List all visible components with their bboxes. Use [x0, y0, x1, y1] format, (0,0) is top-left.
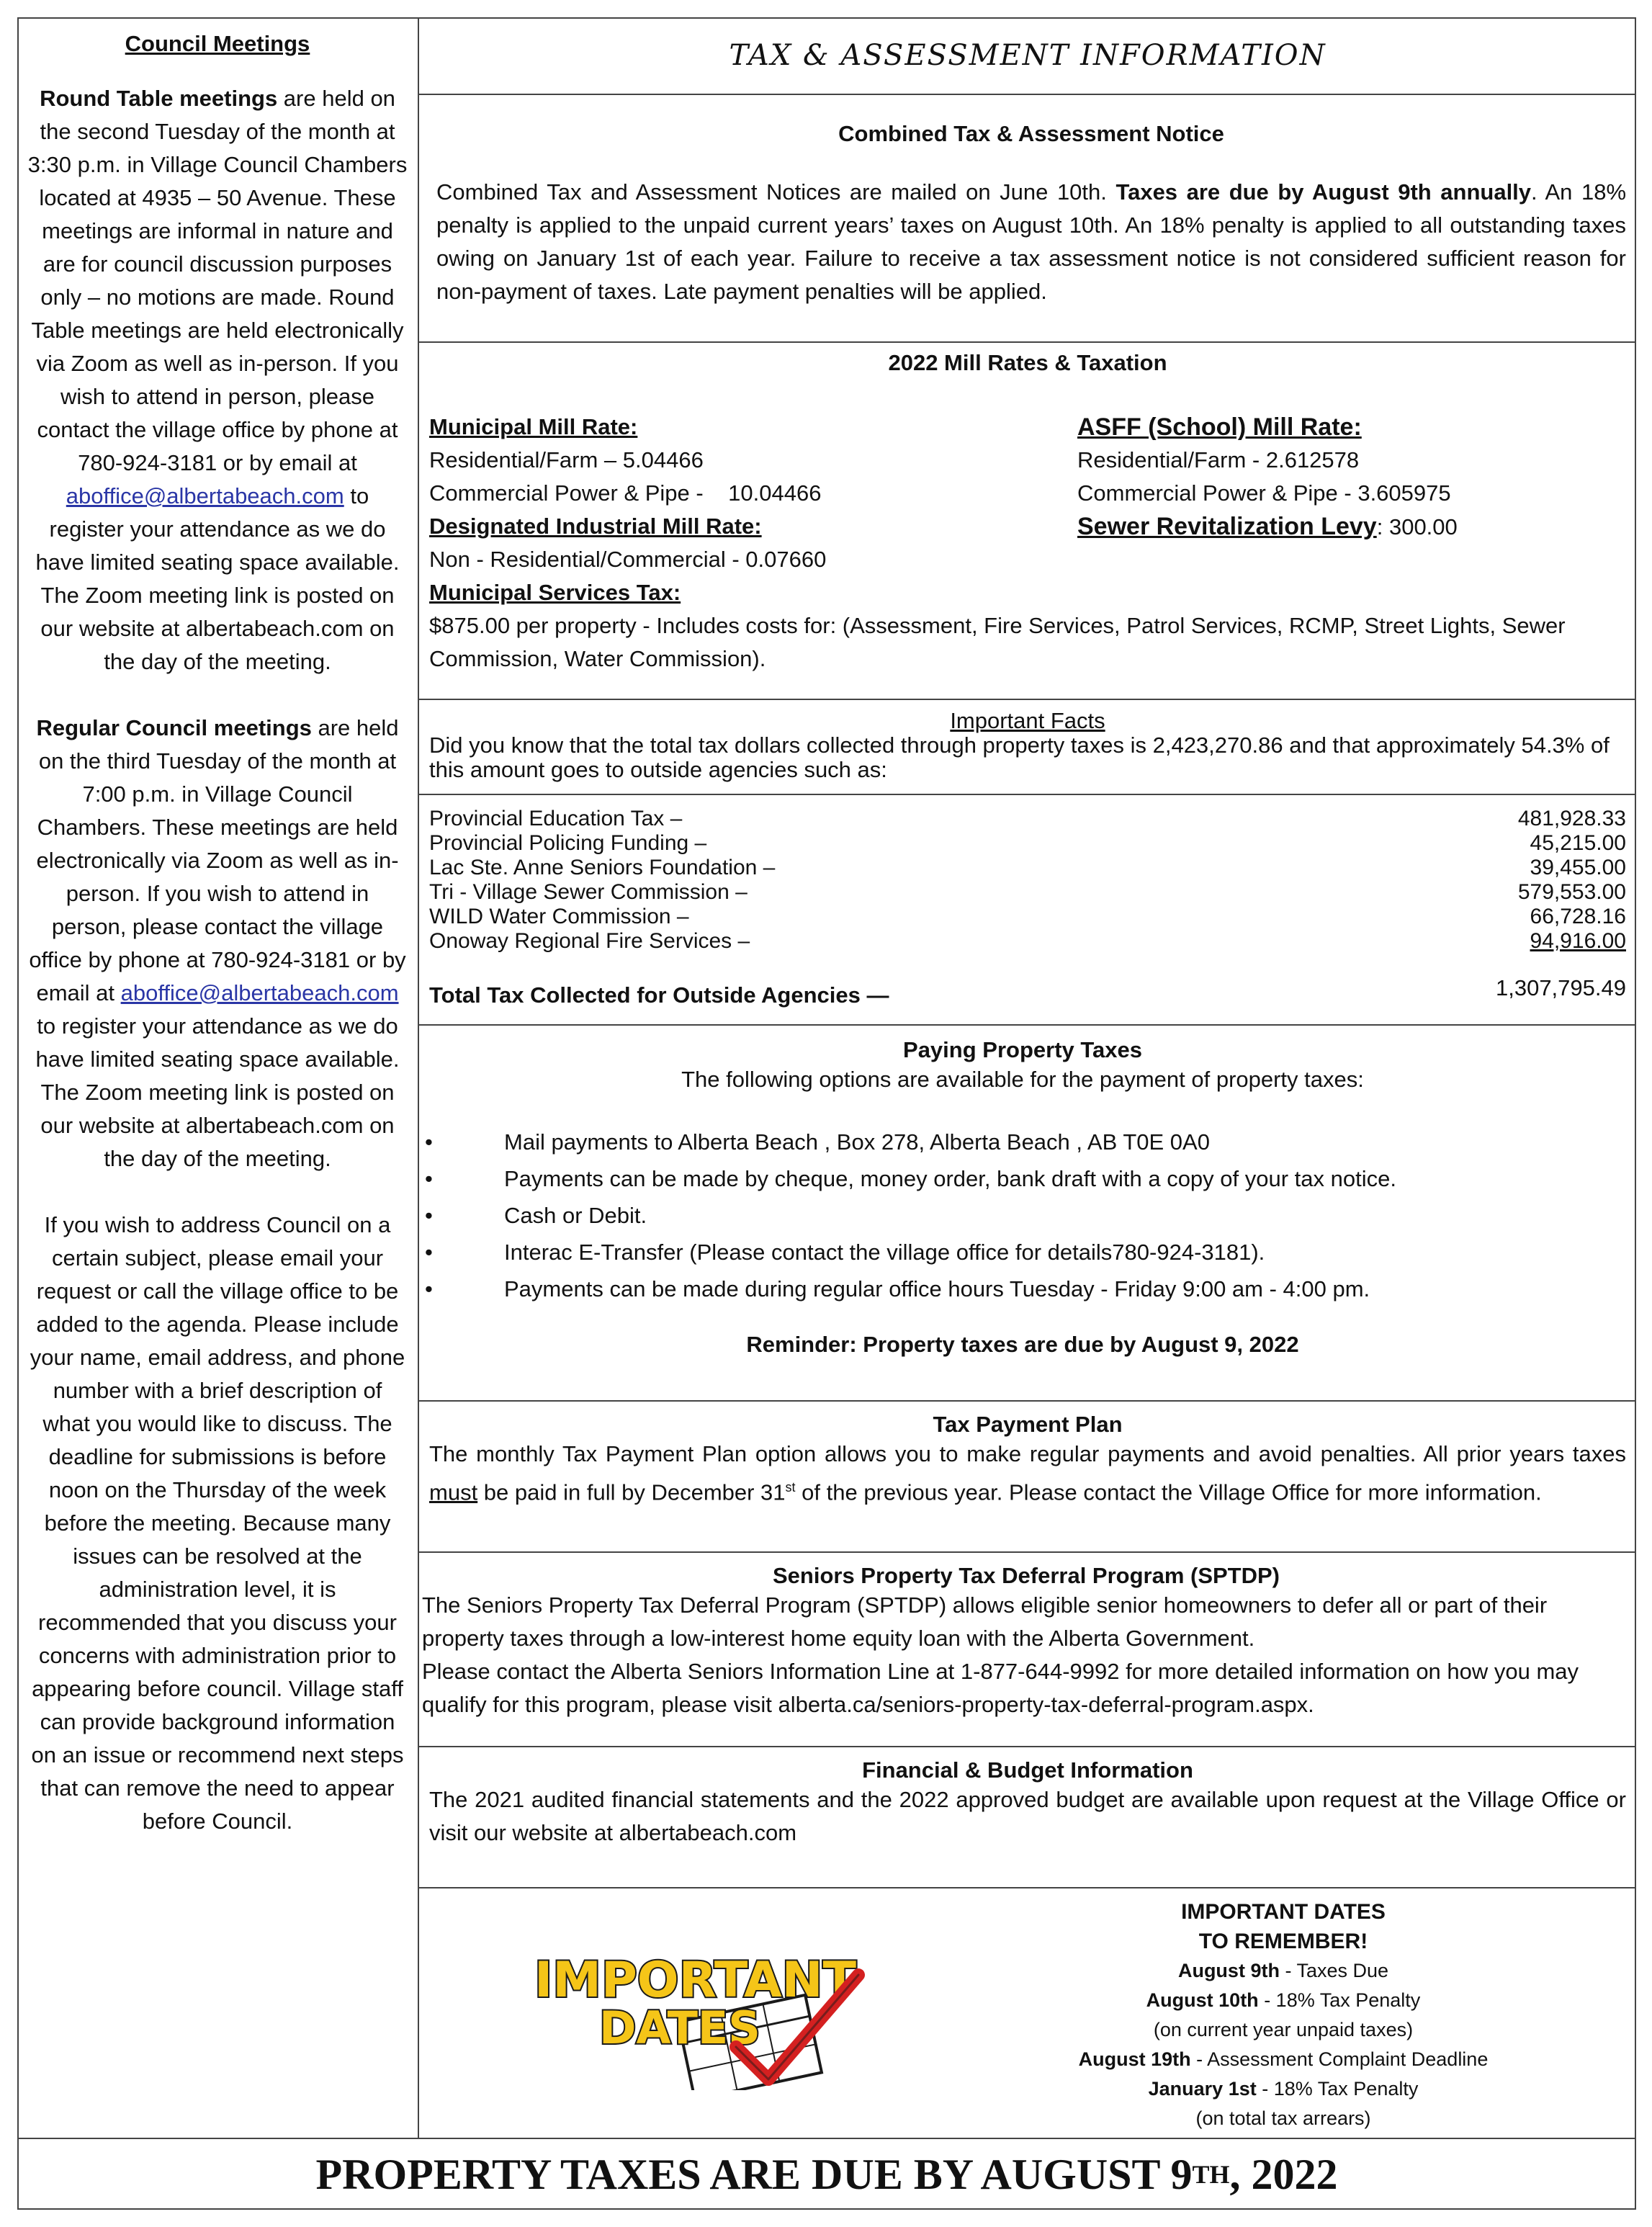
designated-industrial-value: Non - Residential/Commercial - 0.07660	[429, 547, 827, 572]
tax-assessment-title: TAX & ASSESSMENT INFORMATION	[419, 17, 1636, 95]
designated-industrial-label: Designated Industrial Mill Rate:	[429, 514, 762, 539]
important-dates-section	[419, 1888, 1636, 2138]
financial-budget-title: Financial & Budget Information	[862, 1757, 1193, 1783]
mill-rates-title: 2022 Mill Rates & Taxation	[888, 350, 1167, 375]
round-table-email-link[interactable]: aboffice@albertabeach.com	[66, 483, 344, 508]
important-facts-title: Important Facts	[950, 708, 1105, 733]
round-table-text: are held on the second Tuesday of the month at 3:30 p.m. in Village Council Chambers located at 4935 – 50 Avenue. These meetings are informal in nature and are for council discussion purposes only – no motions are made. Round Table meetings are held electronically via Zoom as well as in-person. If you wish to attend in person, please contact the village office by phone at 780-924-3181 or by email at	[27, 86, 408, 475]
total-outside-value: 1,307,795.49	[1495, 975, 1626, 1000]
payment-reminder: Reminder: Property taxes are due by August 9, 2022	[746, 1332, 1299, 1357]
important-dates-logo	[520, 1946, 902, 2090]
date-bold: August 10th	[1146, 1989, 1259, 2011]
bullet-icon: •	[425, 1166, 433, 1191]
regular-council-text: are held on the third Tuesday of the month at 7:00 p.m. in Village Council Chambers. These meetings are held electronically via Zoom as well as in-person. If you wish to attend in person, please contact the village office by phone at 780-924-3181 or by email at	[29, 715, 406, 1005]
date-desc: - Taxes Due	[1279, 1960, 1389, 1981]
agency-amount: 66,728.16	[1530, 905, 1626, 928]
financial-budget-section	[419, 1747, 1636, 1888]
date-note: (on total tax arrears)	[1195, 2107, 1371, 2129]
payment-option	[419, 1234, 1626, 1271]
regular-council-paragraph	[27, 712, 408, 1175]
payment-option	[419, 1160, 1626, 1197]
municipal-commercial: Commercial Power & Pipe - 10.04466	[429, 480, 822, 506]
paying-taxes-title: Paying Property Taxes	[903, 1037, 1142, 1062]
payment-option	[419, 1197, 1626, 1234]
date-item	[1046, 1956, 1521, 1986]
payment-option	[419, 1271, 1626, 1307]
round-table-paragraph	[27, 82, 408, 678]
combined-notice-text	[436, 176, 1626, 308]
outside-agencies-section	[419, 795, 1636, 1026]
payment-options-list	[419, 1124, 1626, 1307]
paying-taxes-section	[419, 1026, 1636, 1402]
notice-text-bold: Taxes are due by August 9th annually	[1115, 179, 1532, 205]
address-council-paragraph: If you wish to address Council on a certain subject, please email your request or call the village office to be added to the agenda. Please include your name, email address, and phone number with a brief description of what you would like to discuss. The deadline for submissions is before noon on the Thursday of the week before the meeting. Because many issues can be resolved at the administration level, it is recommended that you discuss your concerns with administration prior to appearing before council. Village staff can provide background information on an issue or recommend next steps that can remove the need to appear before Council.	[30, 1212, 405, 1834]
date-desc: - Assessment Complaint Deadline	[1190, 2048, 1489, 2070]
agency-row	[429, 856, 1626, 880]
logo-text-dates: DATES	[599, 2002, 760, 2054]
date-bold: August 9th	[1177, 1960, 1280, 1981]
tax-payment-plan-section	[419, 1402, 1636, 1553]
payment-option	[419, 1124, 1626, 1160]
agency-name: Tri - Village Sewer Commission –	[429, 880, 748, 904]
municipal-services-value: $875.00 per property - Includes costs for: (Assessment, Fire Services, Patrol Services, RCMP, Street Lights, Sewer Commission, Water Commission).	[429, 613, 1566, 671]
date-item	[1046, 1986, 1521, 2015]
combined-notice-title: Combined Tax & Assessment Notice	[838, 121, 1224, 146]
date-note: (on current year unpaid taxes)	[1153, 2019, 1414, 2040]
bullet-icon: •	[425, 1240, 433, 1265]
regular-council-bold: Regular Council meetings	[36, 715, 312, 740]
tax-payment-plan-text	[429, 1438, 1626, 1509]
payment-option-text: Cash or Debit.	[504, 1203, 647, 1228]
dates-title-2: TO REMEMBER!	[1198, 1930, 1368, 1953]
agency-name: Onoway Regional Fire Services –	[429, 929, 750, 953]
agency-row	[429, 929, 1626, 954]
combined-notice-section	[419, 95, 1636, 343]
financial-budget-text: The 2021 audited financial statements and the 2022 approved budget are available upon request at the Village Office or visit our website at albertabeach.com	[429, 1787, 1626, 1845]
asff-residential: Residential/Farm - 2.612578	[1077, 447, 1360, 472]
agency-amount: 45,215.00	[1530, 831, 1626, 855]
agency-amount: 481,928.33	[1517, 807, 1626, 830]
asff-commercial: Commercial Power & Pipe - 3.605975	[1077, 480, 1451, 506]
agencies-table	[429, 807, 1626, 954]
plan-text-b: be paid in full by December 31	[477, 1479, 786, 1505]
municipal-residential: Residential/Farm – 5.04466	[429, 447, 704, 472]
seniors-deferral-text2: Please contact the Alberta Seniors Information Line at 1-877-644-9992 for more detailed information on how you may qualify for this program, please visit alberta.ca/seniors-property-tax-deferral-program.aspx.	[422, 1659, 1579, 1717]
plan-text-a: The monthly Tax Payment Plan option allows you to make regular payments and avoid penalties. All prior years taxes	[429, 1441, 1626, 1466]
important-facts-section	[419, 700, 1636, 795]
agency-name: Provincial Policing Funding –	[429, 831, 707, 855]
payment-option-text: Payments can be made by cheque, money order, bank draft with a copy of your tax notice.	[504, 1166, 1396, 1191]
date-bold: August 19th	[1078, 2048, 1191, 2070]
property-taxes-due-banner	[17, 2138, 1636, 2210]
sewer-levy-value: : 300.00	[1376, 514, 1458, 539]
council-meetings-column	[17, 17, 419, 2138]
round-table-bold: Round Table meetings	[40, 86, 278, 111]
plan-must: must	[429, 1479, 478, 1505]
regular-council-email-link[interactable]: aboffice@albertabeach.com	[120, 980, 399, 1005]
council-meetings-heading: Council Meetings	[125, 31, 310, 56]
plan-text-c: of the previous year. Please contact the Village Office for more information.	[795, 1479, 1542, 1505]
asff-mill-rate-label: ASFF (School) Mill Rate:	[1077, 413, 1362, 441]
agency-row	[429, 880, 1626, 905]
payment-option-text: Payments can be made during regular office hours Tuesday - Friday 9:00 am - 4:00 pm.	[504, 1276, 1370, 1301]
regular-council-tail: to register your attendance as we do have limited seating space available. The Zoom meeting link is posted on our website at albertabeach.com on the day of the meeting.	[35, 1013, 400, 1171]
seniors-deferral-title: Seniors Property Tax Deferral Program (SPTDP)	[772, 1563, 1280, 1588]
payment-option-text: Interac E-Transfer (Please contact the village office for details780-924-3181).	[504, 1240, 1265, 1265]
logo-text-important: IMPORTANT	[534, 1952, 856, 2009]
important-facts-intro: Did you know that the total tax dollars collected through property taxes is 2,423,270.86 and that approximately 54.3% of this amount goes to outside agencies such as:	[429, 732, 1610, 782]
date-desc: - 18% Tax Penalty	[1256, 2078, 1419, 2100]
important-dates-list	[1046, 1897, 1521, 2133]
dates-title-1: IMPORTANT DATES	[1181, 1900, 1386, 1924]
banner-text: PROPERTY TAXES ARE DUE BY AUGUST 9	[315, 2150, 1193, 2198]
date-item	[1046, 2074, 1521, 2104]
agency-name: Provincial Education Tax –	[429, 807, 683, 830]
agency-amount: 579,553.00	[1517, 880, 1626, 904]
round-table-tail: to register your attendance as we do have limited seating space available. The Zoom meeting link is posted on our website at albertabeach.com on the day of the meeting.	[35, 483, 400, 674]
bullet-icon: •	[425, 1129, 433, 1155]
bullet-icon: •	[425, 1276, 433, 1301]
agency-amount: 39,455.00	[1530, 856, 1626, 879]
notice-text-b: . An 18% penalty is applied to the unpaid current years’ taxes on August 10th. An 18% penalty is applied to all outstanding taxes owing on January 1st of each year. Failure to receive a tax assessment notice is not considered sufficient reason for non-payment of taxes. Late payment penalties will be applied.	[436, 179, 1627, 304]
agency-name: WILD Water Commission –	[429, 905, 689, 928]
municipal-mill-rate-label: Municipal Mill Rate:	[429, 414, 638, 439]
agency-row	[429, 807, 1626, 831]
agency-name: Lac Ste. Anne Seniors Foundation –	[429, 856, 776, 879]
mill-rates-section	[419, 343, 1636, 700]
sewer-levy-label: Sewer Revitalization Levy	[1077, 513, 1377, 540]
paying-taxes-subtitle: The following options are available for the payment of property taxes:	[681, 1067, 1364, 1092]
notice-text-a: Combined Tax and Assessment Notices are mailed on June 10th.	[436, 179, 1116, 205]
banner-tail: , 2022	[1229, 2150, 1338, 2198]
municipal-services-label: Municipal Services Tax:	[429, 580, 681, 605]
seniors-deferral-text1: The Seniors Property Tax Deferral Program (SPTDP) allows eligible senior homeowners to defer all or part of their property taxes through a low-interest home equity loan with the Alberta Government.	[422, 1592, 1548, 1651]
tax-payment-plan-title: Tax Payment Plan	[933, 1412, 1123, 1437]
date-bold: January 1st	[1148, 2078, 1257, 2100]
payment-option-text: Mail payments to Alberta Beach , Box 278, Alberta Beach , AB T0E 0A0	[504, 1129, 1210, 1155]
plan-sup: st	[785, 1480, 796, 1495]
seniors-deferral-section	[419, 1553, 1636, 1747]
bullet-icon: •	[425, 1203, 433, 1228]
date-item	[1046, 2045, 1521, 2074]
agency-amount: 94,916.00	[1530, 929, 1626, 953]
agency-row	[429, 905, 1626, 929]
total-outside-label: Total Tax Collected for Outside Agencies —	[429, 982, 889, 1008]
date-desc: - 18% Tax Penalty	[1258, 1989, 1421, 2011]
banner-sup: TH	[1192, 2160, 1230, 2189]
agency-row	[429, 831, 1626, 856]
